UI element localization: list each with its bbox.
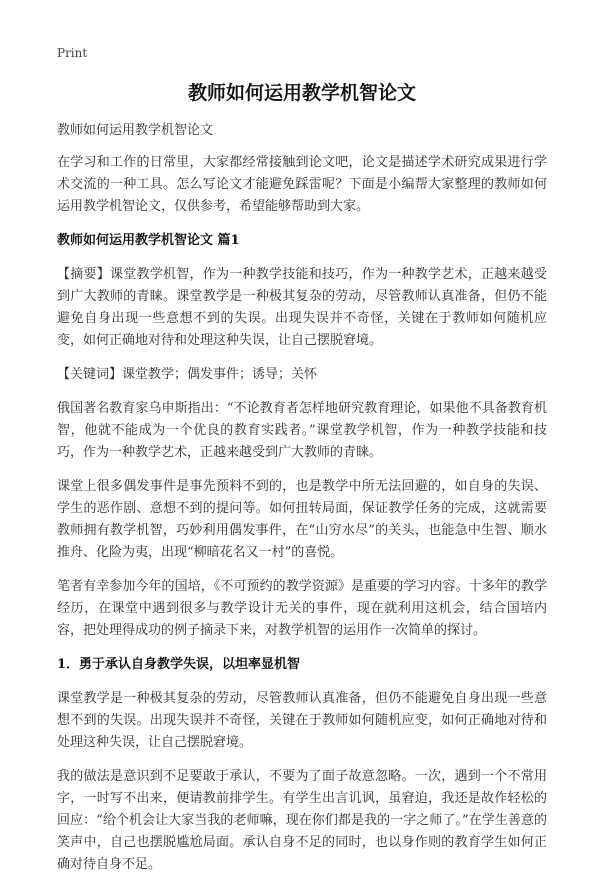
section-heading: 教师如何运用教学机智论文 篇1 — [57, 233, 240, 248]
print-label[interactable]: Print — [57, 46, 88, 60]
abstract-paragraph: 【摘要】课堂教学机智，作为一种教学技能和技巧，作为一种教学艺术，正越来越受到广大教师的青睐。课堂教学是一种极其复杂的劳动，尽管教师认真准备，但仍不能避免自身出现一些意想不到的失误。出现失误并不奇怪，关键在于教师如何随机应变，如何正确地对待和处理这种失误，让自己摆脱窘境。 — [57, 267, 547, 348]
body-paragraph-2: 课堂上很多偶发事件是事先预料不到的，也是教学中所无法回避的，如自身的失误、学生的恶作剧、意想不到的提问等。如何扭转局面，保证教学任务的完成，这就需要教师拥有教学机智，巧妙利用偶发事件，在“山穷水尽”的关头，也能急中生智、顺水推舟、化险为夷，出现“柳暗花名又一村”的喜悦。 — [57, 479, 547, 560]
body-paragraph-1: 俄国著名教育家乌申斯指出：“不论教育者怎样地研究教育理论，如果他不具备教育机智，他就不能成为一个优良的教育实践者。”课堂教学机智，作为一种教学技能和技巧，作为一种教学艺术，正越来越受到广大教师的青睐。 — [57, 401, 547, 460]
document-body — [57, 120, 547, 888]
document-title: 教师如何运用教学机智论文 — [187, 82, 416, 104]
document-subtitle: 教师如何运用教学机智论文 — [57, 123, 214, 138]
body-paragraph-4: 课堂教学是一种极其复杂的劳动，尽管教师认真准备，但仍不能避免自身出现一些意想不到的失误。出现失误并不奇怪，关键在于教师如何随机应变，如何正确地对待和处理这种失误，让自己摆脱窘境。 — [57, 691, 547, 750]
body-paragraph-5: 我的做法是意识到不足要敢于承认，不要为了面子故意忽略。一次，遇到一个不常用字，一时写不出来，便请教前排学生。有学生出言讥讽，虽窘迫，我还是故作轻松的回应：“给个机会让大家当我的老师嘛，现在你们都是我的一字之师了。”在学生善意的笑声中，自己也摆脱尴尬局面。承认自身不足的同时，也以身作则的教育学生如何正确对待自身不足。 — [57, 769, 547, 872]
intro-paragraph: 在学习和工作的日常里，大家都经常接触到论文吧，论文是描述学术研究成果进行学术交流的一种工具。怎么写论文才能避免踩雷呢？下面是小编帮大家整理的教师如何运用教学机智论文，仅供参考，希望能够帮助到大家。 — [57, 155, 547, 214]
subsection-heading-1: 1．勇于承认自身教学失误，以坦率显机智 — [57, 657, 301, 672]
keywords-paragraph: 【关键词】课堂教学；偶发事件；诱导；关怀 — [57, 367, 318, 382]
body-paragraph-3: 笔者有幸参加今年的国培，《不可预约的教学资源》是重要的学习内容。十多年的教学经历，在课堂中遇到很多与教学设计无关的事件，现在就利用这机会，结合国培内容，把处理得成功的例子摘录下来，对教学机智的运用作一次简单的探讨。 — [57, 579, 547, 638]
